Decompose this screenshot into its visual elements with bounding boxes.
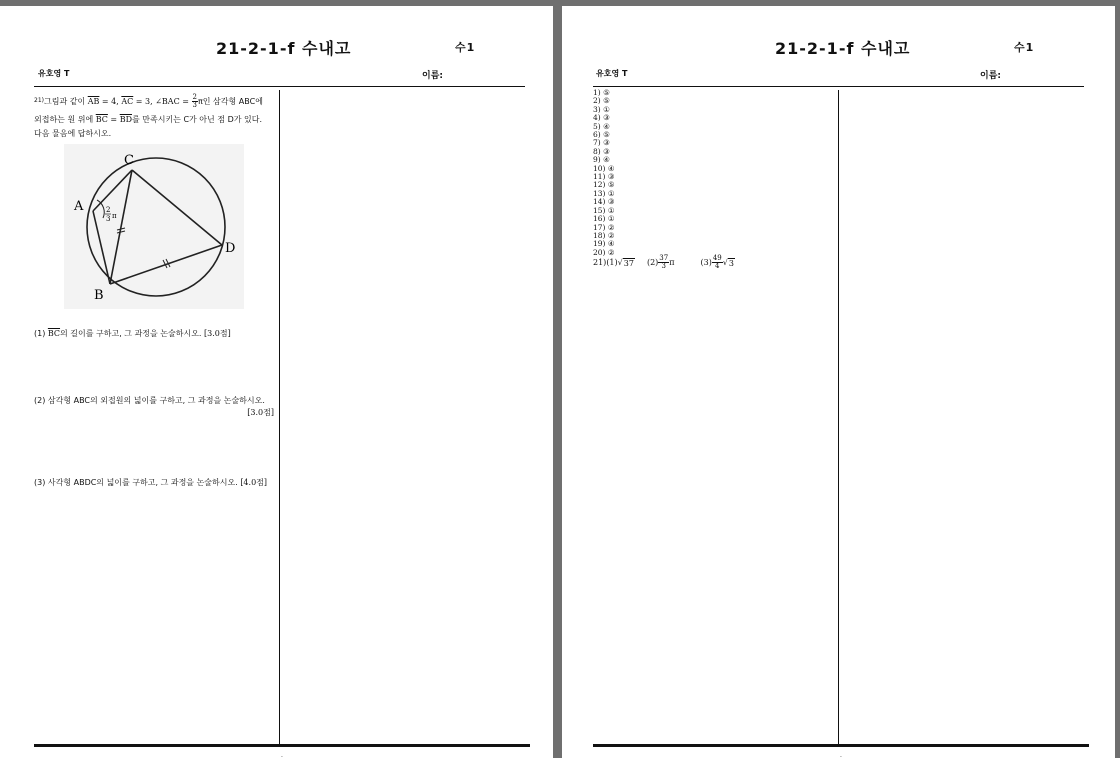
pi-symbol: π xyxy=(669,258,675,267)
question-number: 21) xyxy=(34,97,44,104)
grade-label: 수1 xyxy=(455,41,476,54)
page-number: - xyxy=(840,754,842,758)
answer-label: 21) xyxy=(593,258,607,267)
part-label: (2) xyxy=(646,258,659,267)
teacher-name: 유호영 T xyxy=(596,69,628,78)
question-line-2 xyxy=(34,113,276,127)
answer-21-part-3 xyxy=(700,255,734,270)
text-span: = 4, xyxy=(99,97,122,106)
answer-line: 9) ④ xyxy=(593,155,610,165)
points-label: [3.0점] xyxy=(204,329,231,338)
fraction xyxy=(712,255,723,270)
tick-mark xyxy=(117,231,125,233)
frac-den: 3 xyxy=(661,262,666,270)
answer-line: 18) ② xyxy=(593,230,615,240)
sub-question-2 xyxy=(34,395,274,419)
column-divider xyxy=(279,90,280,746)
answer-21-part-2 xyxy=(647,255,675,270)
answer-line: 12) ⑤ xyxy=(593,180,615,190)
header-rule xyxy=(34,86,525,87)
angle-num: 2 xyxy=(106,206,111,214)
text-span: = xyxy=(107,115,120,124)
question-stem xyxy=(34,94,276,141)
sub-question-3 xyxy=(34,477,274,489)
text-span: 를 만족시키는 C가 아닌 점 D가 있다. xyxy=(131,115,262,124)
angle-pi: π xyxy=(112,212,117,220)
segment-ac-line xyxy=(93,170,132,211)
answer-line: 4) ③ xyxy=(593,113,610,123)
page-number: - xyxy=(281,754,283,758)
part-label: (3) xyxy=(700,258,712,267)
answer-line: 15) ① xyxy=(593,205,615,215)
segment-bd-line xyxy=(110,245,222,284)
answer-line: 16) ① xyxy=(593,214,615,224)
circle-figure xyxy=(64,144,244,309)
answer-line: 17) ② xyxy=(593,222,615,232)
title-text: 21-2-1-f 수내고 xyxy=(216,39,352,58)
sub-question-1 xyxy=(34,328,274,340)
answer-line: 6) ⑤ xyxy=(593,130,610,140)
text-span: 외접하는 원 위에 xyxy=(34,115,96,124)
segment-ab: $\overline{AB}$ xyxy=(87,97,100,106)
geometry-diagram xyxy=(64,144,244,309)
text-span: 의 길이를 구하고, 그 과정을 논술하시오. xyxy=(60,329,202,338)
column-divider xyxy=(838,90,839,746)
footer-rule xyxy=(593,744,1089,747)
answer-line: 7) ③ xyxy=(593,138,610,148)
text-span: π인 삼각형 ABC에 xyxy=(197,97,263,106)
text-span: (1) xyxy=(34,329,48,338)
arc-bd: $\overline{BD}$ xyxy=(119,115,132,124)
frac-den: 4 xyxy=(715,262,720,270)
answer-line: 2) ⑤ xyxy=(593,96,610,106)
answer-line: 10) ④ xyxy=(593,163,615,173)
frac-num: 49 xyxy=(712,254,722,262)
frac-den: 3 xyxy=(192,101,197,109)
label-b: B xyxy=(94,288,104,303)
answer-21-part-1 xyxy=(606,258,635,268)
question-line-3: 다음 물음에 답하시오. xyxy=(34,129,112,138)
label-a: A xyxy=(74,199,84,214)
answer-line: 20) ② xyxy=(593,247,615,257)
label-c: C xyxy=(124,153,134,168)
footer-rule xyxy=(34,744,530,747)
header-rule xyxy=(593,86,1084,87)
sub-question-text: (3) 사각형 ABDC의 넓이를 구하고, 그 과정을 논술하시오. xyxy=(34,478,238,487)
arc-bc: $\overline{BC}$ xyxy=(95,115,108,124)
sqrt-expression: √ 37 xyxy=(617,257,634,268)
answer-line: 1) ⑤ xyxy=(593,88,610,97)
label-d: D xyxy=(225,241,236,256)
answer-page xyxy=(562,6,1115,758)
segment-ac: $\overline{AC}$ xyxy=(121,97,134,106)
answer-21 xyxy=(593,255,735,270)
exam-page xyxy=(0,6,553,758)
angle-arc xyxy=(97,200,104,218)
points-label: [3.0점] xyxy=(247,408,274,417)
title-text: 21-2-1-f 수내고 xyxy=(775,39,911,58)
answer-line: 8) ③ xyxy=(593,146,610,156)
teacher-name: 유호영 T xyxy=(38,69,70,78)
frac-num: 2 xyxy=(192,93,197,101)
text-span: = 3, xyxy=(133,97,156,106)
sqrt-expression: √ 3 xyxy=(722,257,734,268)
answer-line: 19) ④ xyxy=(593,239,615,249)
answer-line: 14) ③ xyxy=(593,197,615,207)
fraction xyxy=(658,255,669,270)
frac-num: 37 xyxy=(659,254,669,262)
answer-line: 5) ④ xyxy=(593,121,610,131)
grade-label: 수1 xyxy=(1014,41,1035,54)
angle-bac: ∠BAC = xyxy=(155,97,192,106)
radicand: 3 xyxy=(728,258,734,268)
question-line-1 xyxy=(34,94,276,109)
answer-line: 3) ① xyxy=(593,104,610,114)
part-label: (1) xyxy=(606,258,618,267)
name-field-label: 이름: xyxy=(980,71,1001,81)
segment-bc-line xyxy=(110,170,132,284)
answer-line: 13) ① xyxy=(593,188,615,198)
answer-line: 11) ③ xyxy=(593,172,615,182)
radicand: 37 xyxy=(623,258,634,268)
points-label: [4.0점] xyxy=(240,478,268,487)
text-span: 그림과 같이 xyxy=(43,97,86,106)
angle-den: 3 xyxy=(106,215,111,223)
name-field-label: 이름: xyxy=(422,71,443,81)
answer-list xyxy=(593,89,615,257)
arc-bc: $\overline{BC}$ xyxy=(47,329,61,338)
sub-question-text: (2) 삼각형 ABC의 외접원의 넓이를 구하고, 그 과정을 논술하시오. xyxy=(34,396,265,405)
